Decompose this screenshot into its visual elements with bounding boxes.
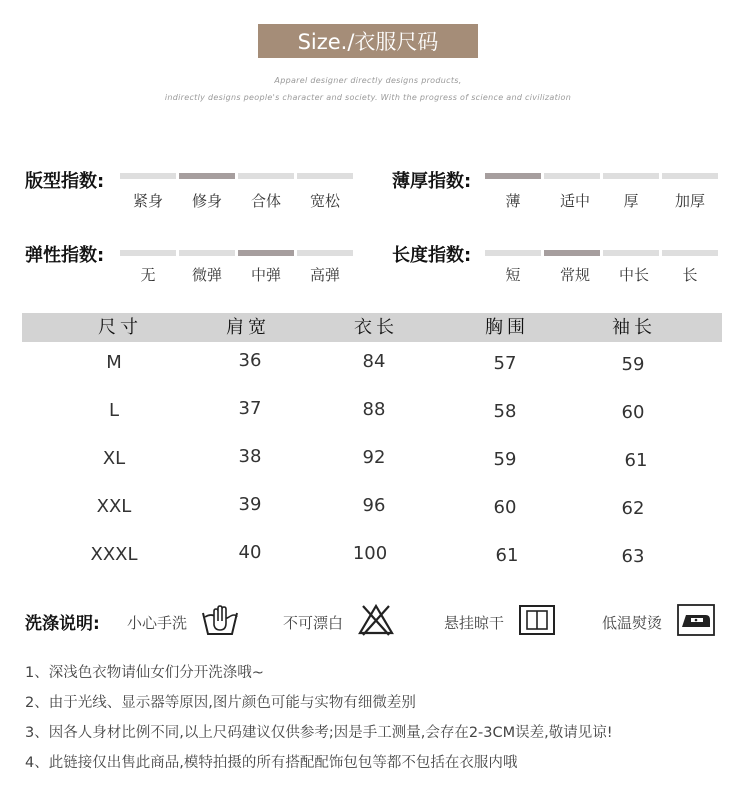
index-elasticity-seg-3: [297, 250, 353, 256]
index-elasticity-seg-0: [120, 250, 176, 256]
index-thickness-option: 适中: [559, 192, 590, 210]
cell-chest: 60: [493, 497, 517, 518]
index-length-option: 长: [682, 266, 698, 284]
cell-shoulder: 40: [238, 542, 262, 563]
cell-length: 100: [352, 543, 388, 564]
index-thickness-option: 薄: [505, 192, 521, 210]
index-fit-seg-1: [179, 173, 235, 179]
size-table-header: [22, 313, 722, 342]
cell-sleeve: 62: [621, 498, 645, 519]
cell-chest: 61: [495, 545, 519, 566]
hand-wash-icon: [200, 603, 240, 637]
cell-sleeve: 60: [621, 402, 645, 423]
index-fit-seg-0: [120, 173, 176, 179]
cell-size: XL: [102, 448, 126, 469]
cell-shoulder: 39: [238, 494, 262, 515]
cell-size: XXXL: [90, 544, 138, 565]
index-length-label: 长度指数:: [392, 245, 472, 266]
index-elasticity-seg-2: [238, 250, 294, 256]
wash-label-hand-wash: 小心手洗: [127, 614, 188, 632]
index-fit-seg-2: [238, 173, 294, 179]
index-elasticity-option: 微弹: [191, 266, 222, 284]
col-header-length: 衣长: [354, 317, 398, 338]
index-length-option: 短: [505, 266, 521, 284]
low-iron-icon: [676, 603, 716, 637]
tagline-line-1: Apparel designer directly designs products,: [274, 76, 462, 85]
cell-length: 84: [362, 351, 386, 372]
cell-chest: 58: [493, 401, 517, 422]
cell-size: L: [108, 400, 120, 421]
index-thickness-label: 薄厚指数:: [392, 171, 472, 192]
index-thickness-seg-1: [544, 173, 600, 179]
col-header-chest: 胸围: [485, 317, 529, 338]
cell-length: 96: [362, 495, 386, 516]
note-item: 1、深浅色衣物请仙女们分开洗涤哦~: [25, 665, 264, 681]
index-elasticity-option: 中弹: [250, 266, 281, 284]
index-thickness-seg-0: [485, 173, 541, 179]
index-length-option: 中长: [618, 266, 649, 284]
index-length-seg-0: [485, 250, 541, 256]
index-thickness-option: 厚: [623, 192, 639, 210]
wash-label-hang-dry: 悬挂晾干: [444, 614, 505, 632]
index-length-seg-3: [662, 250, 718, 256]
cell-sleeve: 59: [621, 354, 645, 375]
index-fit-label: 版型指数:: [25, 171, 105, 192]
cell-length: 88: [362, 399, 386, 420]
cell-size: M: [106, 352, 122, 373]
cell-sleeve: 61: [624, 450, 648, 471]
col-header-sleeve: 袖长: [612, 317, 656, 338]
washing-title: 洗涤说明:: [25, 614, 100, 634]
index-elasticity-option: 高弹: [309, 266, 340, 284]
wash-label-no-bleach: 不可漂白: [283, 614, 344, 632]
note-item: 4、此链接仅出售此商品,模特拍摄的所有搭配配饰包包等都不包括在衣服内哦: [25, 755, 518, 771]
note-item: 3、因各人身材比例不同,以上尺码建议仅供参考;因是手工测量,会存在2-3CM误差,敬请见谅!: [25, 725, 613, 741]
hang-dry-icon: [518, 604, 556, 636]
cell-size: XXL: [96, 496, 132, 517]
no-bleach-icon: [357, 602, 395, 636]
note-item: 2、由于光线、显示器等原因,图片颜色可能与实物有细微差别: [25, 695, 416, 711]
index-length-seg-1: [544, 250, 600, 256]
index-thickness-seg-2: [603, 173, 659, 179]
index-fit-option: 宽松: [309, 192, 340, 210]
index-fit-option: 合体: [250, 192, 281, 210]
size-title: Size./衣服尺码: [297, 30, 439, 54]
index-elasticity-seg-1: [179, 250, 235, 256]
index-length-option: 常规: [559, 266, 590, 284]
index-fit-seg-3: [297, 173, 353, 179]
cell-chest: 57: [493, 353, 517, 374]
cell-chest: 59: [493, 449, 517, 470]
size-title-banner: [258, 24, 478, 58]
index-fit-option: 紧身: [132, 192, 163, 210]
index-elasticity-option: 无: [140, 266, 156, 284]
cell-shoulder: 36: [238, 350, 262, 371]
wash-label-low-iron: 低温熨烫: [602, 614, 663, 632]
cell-sleeve: 63: [621, 546, 645, 567]
cell-shoulder: 37: [238, 398, 262, 419]
cell-length: 92: [362, 447, 386, 468]
index-length-seg-2: [603, 250, 659, 256]
col-header-size: 尺寸: [98, 317, 142, 338]
index-fit-option: 修身: [191, 192, 222, 210]
index-thickness-seg-3: [662, 173, 718, 179]
cell-shoulder: 38: [238, 446, 262, 467]
index-elasticity-label: 弹性指数:: [25, 245, 105, 266]
col-header-shoulder: 肩宽: [226, 317, 270, 338]
tagline-line-2: indirectly designs people's character and society. With the progress of science and civilization: [164, 93, 572, 102]
index-thickness-option: 加厚: [674, 192, 705, 210]
